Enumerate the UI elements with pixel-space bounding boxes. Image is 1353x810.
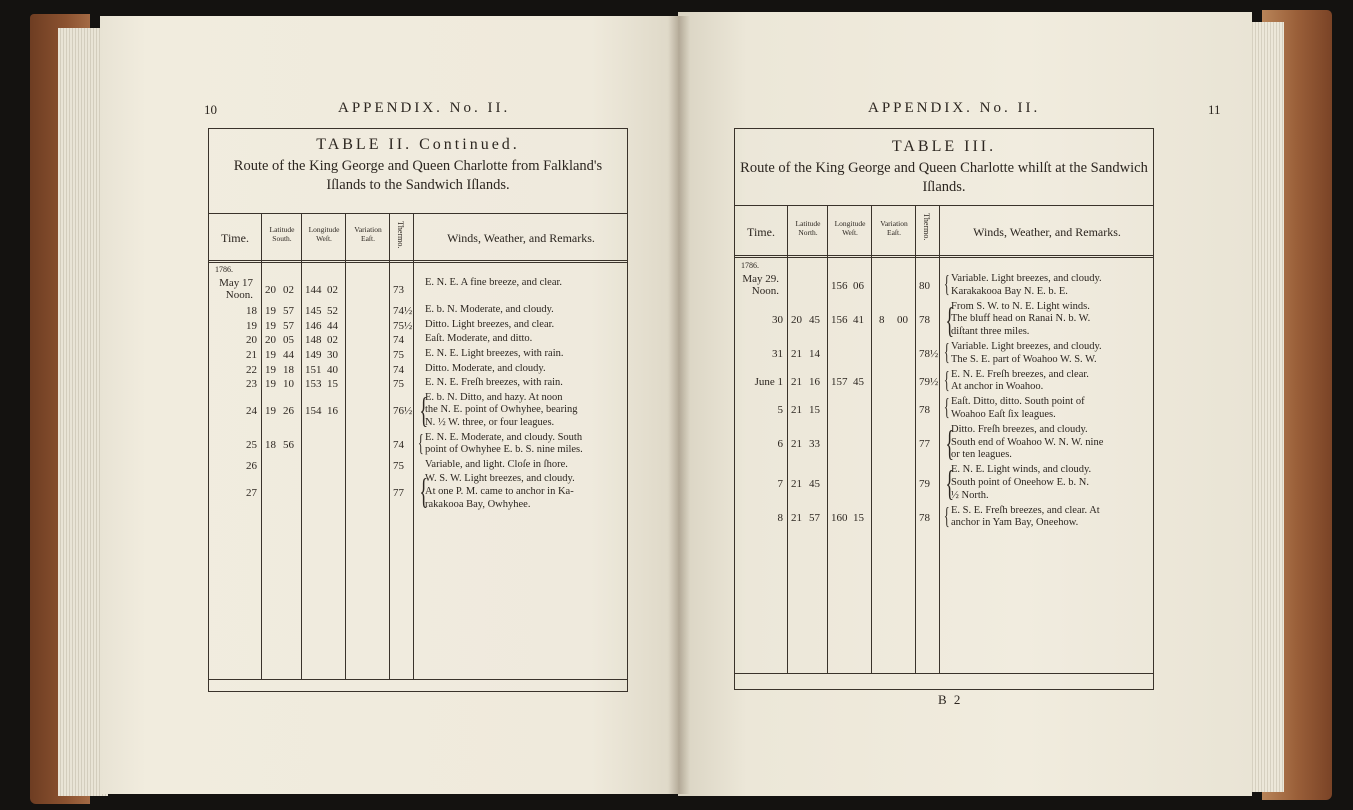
right-table-frame	[734, 128, 1154, 690]
row-day: 23	[246, 378, 257, 391]
row-var-min: 00	[897, 314, 908, 327]
row-lon-min: 40	[327, 363, 338, 376]
left-head-text: APPENDIX. No. II.	[338, 100, 511, 116]
row-day: 25	[246, 438, 257, 451]
row-remark-line: E. N. E. Freſh breezes, and clear.	[951, 368, 1089, 380]
right-col-rule	[939, 205, 940, 673]
row-remark-line: E. b. N. Ditto, and hazy. At noon	[425, 391, 563, 403]
left-col-rule	[261, 213, 262, 679]
right-head-variation: Variation Eaſt.	[880, 219, 908, 237]
row-lon-min: 06	[853, 280, 864, 293]
row-lon-min: 15	[853, 512, 864, 524]
row-thermo: 78½	[919, 348, 939, 361]
row-lon-deg: 153	[305, 378, 322, 391]
right-head-text: APPENDIX. No. II.	[868, 100, 1041, 116]
row-lon-deg: 144	[305, 284, 322, 297]
row-thermo: 80	[919, 280, 930, 293]
left-page	[100, 16, 678, 794]
row-brace: {	[943, 367, 950, 394]
row-brace: {	[419, 471, 428, 512]
row-day: 5	[777, 403, 783, 416]
row-remark-line: E. N. E. Light breezes, with rain.	[425, 348, 564, 359]
row-lat-deg: 19	[265, 363, 276, 376]
left-table-subtitle: Route of the King George and Queen Charlotte from Falkland's Iſlands to the Sandwich Iſlands.	[233, 158, 603, 193]
right-head-time: Time.	[747, 225, 775, 239]
row-remark-line: the N. E. point of Owhyhee, bearing	[425, 404, 578, 416]
row-remark-line: E. N. E. Freſh breezes, with rain.	[425, 377, 563, 389]
row-thermo: 76½	[393, 405, 413, 418]
row-lat-min: 57	[283, 319, 294, 332]
row-lat-deg: 21	[791, 437, 802, 450]
right-head-latitude: Latitude North.	[795, 219, 821, 237]
row-thermo: 74	[393, 363, 404, 376]
book-gutter	[668, 16, 690, 794]
row-thermo: 78	[919, 512, 930, 524]
row-lat-min: 02	[283, 284, 294, 297]
row-lat-min: 15	[809, 403, 820, 416]
row-lat-min: 18	[283, 363, 294, 376]
row-lat-deg: 21	[791, 403, 802, 416]
row-lon-min: 30	[327, 349, 338, 361]
row-remark-line: South point of Oneehow E. b. N.	[951, 477, 1089, 488]
row-day: 20	[246, 334, 257, 347]
row-lat-min: 56	[283, 438, 294, 451]
row-thermo: 79	[919, 478, 930, 490]
left-head-longitude: Longitude Weſt.	[308, 225, 340, 243]
left-col-rule	[389, 213, 390, 679]
row-thermo: 75	[393, 349, 404, 361]
row-thermo: 75½	[393, 319, 413, 332]
row-remark-line: ½ North.	[951, 489, 989, 501]
row-remark-line: The S. E. part of Woahoo W. S. W.	[951, 353, 1097, 365]
row-remark-line: Eaſt. Ditto, ditto. South point of	[951, 396, 1085, 408]
row-lon-min: 45	[853, 376, 864, 388]
row-remark-line: anchor in Yam Bay, Oneehow.	[951, 517, 1079, 529]
row-thermo: 77	[919, 437, 930, 450]
left-col-rule	[345, 213, 346, 679]
row-lat-min: 57	[809, 512, 820, 524]
row-lon-min: 16	[327, 405, 338, 418]
row-remark-line: or ten leagues.	[951, 449, 1012, 461]
right-table-subtitle: Route of the King George and Queen Charlotte whilſt at the Sandwich Iſlands.	[740, 160, 1148, 195]
left-head-variation: Variation Eaſt.	[354, 225, 382, 243]
row-lat-min: 16	[809, 376, 820, 388]
right-bottom-rule	[735, 673, 1153, 674]
row-remark-line: South end of Woahoo W. N. W. nine	[951, 436, 1104, 448]
row-day: 8	[777, 512, 783, 524]
row-brace: {	[945, 463, 954, 504]
row-lon-deg: 156	[831, 280, 848, 293]
row-remark-line: Ditto. Light breezes, and clear.	[425, 318, 555, 330]
left-bottom-rule	[209, 679, 627, 680]
row-lat-min: 44	[283, 349, 294, 361]
row-lon-min: 02	[327, 334, 338, 347]
row-day: 21	[246, 349, 257, 361]
row-lon-min: 44	[327, 319, 338, 332]
row-remark-line: E. b. N. Moderate, and cloudy.	[425, 304, 554, 316]
right-head-longitude: Longitude Weſt.	[834, 219, 866, 237]
right-col-rule	[787, 205, 788, 673]
row-lat-min: 45	[809, 314, 820, 327]
left-header-rule-top	[209, 213, 627, 214]
right-header-rule-bottom	[735, 255, 1153, 256]
left-col-rule	[301, 213, 302, 679]
row-lat-min: 05	[283, 334, 294, 347]
row-lat-min: 26	[283, 405, 294, 418]
row-remark-line: N. ½ W. three, or four leagues.	[425, 417, 555, 428]
row-day: May 29. Noon.	[742, 273, 779, 297]
row-day: 31	[772, 348, 783, 361]
row-thermo: 73	[393, 284, 404, 297]
row-remark-line: Karakakooa Bay N. E. b. E.	[951, 285, 1068, 297]
row-day: 22	[246, 363, 257, 376]
row-lon-deg: 146	[305, 319, 322, 332]
left-head-thermo: Thermo.	[396, 221, 405, 249]
row-brace: {	[943, 340, 950, 366]
row-remark-line: E. N. E. A fine breeze, and clear.	[425, 277, 563, 288]
row-lat-deg: 19	[265, 319, 276, 332]
row-lat-deg: 19	[265, 378, 276, 391]
row-lat-deg: 20	[265, 284, 276, 297]
row-lon-min: 41	[853, 314, 864, 327]
row-day: 26	[246, 459, 257, 472]
row-brace: {	[943, 395, 950, 422]
row-remark-line: At anchor in Woahoo.	[951, 381, 1044, 393]
row-var-deg: 8	[879, 314, 885, 327]
row-lat-deg: 21	[791, 478, 802, 490]
row-day: 27	[246, 487, 257, 499]
row-remark-line: Ditto. Moderate, and cloudy.	[425, 362, 546, 374]
row-lat-min: 14	[809, 348, 820, 361]
row-lat-deg: 21	[791, 348, 802, 361]
row-remark-line: E. S. E. Freſh breezes, and clear. At	[951, 504, 1100, 516]
row-remark-line: Variable. Light breezes, and cloudy.	[951, 341, 1102, 352]
row-remark-line: W. S. W. Light breezes, and cloudy.	[425, 473, 575, 485]
row-remark-line: Variable. Light breezes, and cloudy.	[951, 273, 1102, 284]
row-lat-deg: 21	[791, 376, 802, 388]
row-day: June 1	[754, 376, 783, 388]
row-lon-deg: 151	[305, 363, 322, 376]
left-header-rule-double	[209, 262, 627, 263]
left-head-remarks: Winds, Weather, and Remarks.	[447, 231, 595, 245]
left-head-latitude: Latitude South.	[269, 225, 295, 243]
row-lat-deg: 20	[265, 334, 276, 347]
row-lon-deg: 148	[305, 334, 322, 347]
row-thermo: 75	[393, 459, 404, 472]
row-brace: {	[945, 422, 954, 463]
row-day: 18	[246, 305, 257, 318]
row-remark-line: The bluff head on Ranai N. b. W.	[951, 313, 1091, 325]
row-lon-deg: 149	[305, 349, 322, 361]
left-year: 1786.	[215, 265, 233, 274]
row-remark-line: diſtant three miles.	[951, 326, 1030, 338]
right-folio: 11	[1208, 102, 1221, 117]
row-lat-min: 57	[283, 305, 294, 318]
left-col-rule	[413, 213, 414, 679]
row-day: 7	[777, 478, 783, 490]
right-header-rule-top	[735, 205, 1153, 206]
row-lat-deg: 19	[265, 405, 276, 418]
row-lat-deg: 19	[265, 305, 276, 318]
row-brace: {	[945, 299, 954, 340]
row-lon-min: 02	[327, 284, 338, 297]
row-remark-line: E. N. E. Moderate, and cloudy. South	[425, 431, 583, 443]
row-remark-line: point of Owhyhee E. b. S. nine miles.	[425, 444, 583, 456]
row-lon-deg: 154	[305, 405, 322, 418]
right-col-rule	[827, 205, 828, 673]
row-day: 30	[772, 314, 783, 327]
row-lon-deg: 145	[305, 305, 322, 318]
row-day: 6	[777, 437, 783, 450]
row-remark-line: Woahoo Eaſt ſix leagues.	[951, 409, 1056, 420]
row-lon-deg: 157	[831, 376, 848, 388]
row-lat-deg: 21	[791, 512, 802, 524]
row-remark-line: At one P. M. came to anchor in Ka-	[425, 486, 574, 497]
row-thermo: 78	[919, 314, 930, 327]
left-table-frame	[208, 128, 628, 692]
row-remark-line: rakakooa Bay, Owhyhee.	[425, 498, 531, 510]
row-remark-line: Eaſt. Moderate, and ditto.	[425, 333, 533, 345]
left-head-time: Time.	[221, 231, 249, 245]
row-day: 24	[246, 405, 257, 418]
left-folio: 10	[204, 102, 217, 117]
left-header-rule-bottom	[209, 260, 627, 261]
row-lon-deg: 156	[831, 314, 848, 327]
right-head-remarks: Winds, Weather, and Remarks.	[973, 225, 1121, 239]
row-remark-line: Ditto. Freſh breezes, and cloudy.	[951, 423, 1088, 435]
right-table-title: TABLE III.	[891, 138, 997, 155]
right-head-thermo: Thermo.	[922, 213, 931, 241]
right-col-rule	[871, 205, 872, 673]
row-lat-deg: 19	[265, 349, 276, 361]
row-lon-min: 52	[327, 305, 338, 318]
right-col-rule	[915, 205, 916, 673]
row-lat-min: 33	[809, 437, 820, 450]
row-thermo: 77	[393, 487, 404, 499]
right-page	[678, 12, 1252, 796]
row-thermo: 79½	[919, 376, 939, 388]
row-lat-deg: 18	[265, 438, 276, 451]
row-brace: {	[943, 503, 950, 530]
row-lat-deg: 20	[791, 314, 802, 327]
row-lon-min: 15	[327, 378, 338, 391]
signature-mark: B 2	[938, 692, 963, 707]
right-year: 1786.	[741, 261, 759, 270]
row-day: 19	[246, 319, 257, 332]
row-brace: {	[419, 389, 428, 430]
row-brace: {	[943, 272, 950, 298]
row-thermo: 74	[393, 334, 404, 347]
row-thermo: 75	[393, 378, 404, 391]
row-thermo: 74½	[393, 305, 413, 318]
row-brace: {	[417, 430, 424, 457]
right-header-rule-double	[735, 257, 1153, 258]
row-thermo: 78	[919, 403, 930, 416]
row-lon-deg: 160	[831, 512, 848, 524]
left-table-title: TABLE II. Continued.	[316, 136, 520, 153]
row-remark-line: Variable, and light. Cloſe in ſhore.	[425, 458, 568, 470]
row-lat-min: 10	[283, 378, 294, 391]
row-thermo: 74	[393, 438, 404, 451]
row-remark-line: From S. W. to N. E. Light winds.	[951, 300, 1090, 312]
row-remark-line: E. N. E. Light winds, and cloudy.	[951, 464, 1092, 476]
row-lat-min: 45	[809, 478, 820, 490]
row-day: May 17 Noon.	[219, 277, 253, 301]
